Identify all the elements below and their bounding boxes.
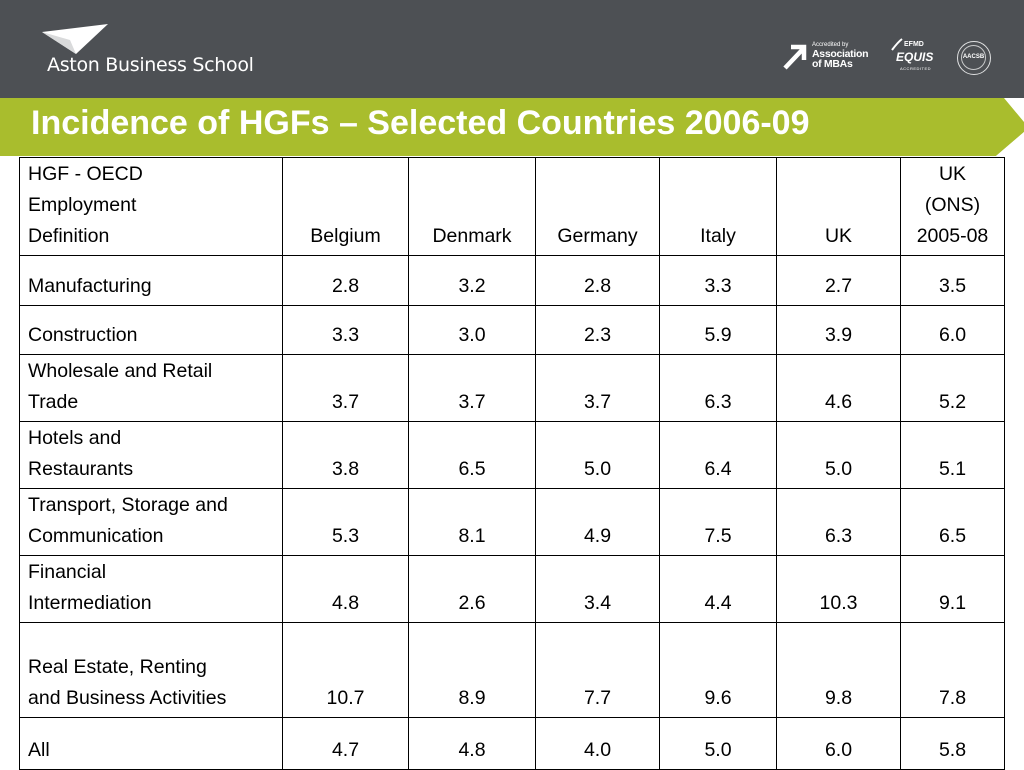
equis-label: EQUIS xyxy=(896,50,934,64)
table-header-row xyxy=(20,158,1005,256)
table-cell: 3.4 xyxy=(536,556,660,623)
table-row xyxy=(20,306,1005,355)
table-cell: 5.3 xyxy=(283,489,409,556)
table-cell: 4.7 xyxy=(283,718,409,770)
row-label: Real Estate, Renting and Business Activities xyxy=(20,623,283,718)
amba-small-text: Accredited by xyxy=(812,42,849,48)
table-cell: 2.3 xyxy=(536,306,660,355)
table-cell: 7.5 xyxy=(660,489,777,556)
table-cell: 5.1 xyxy=(901,422,1005,489)
table-cell: 5.2 xyxy=(901,355,1005,422)
table-cell: 8.9 xyxy=(409,623,536,718)
table-cell: 3.3 xyxy=(283,306,409,355)
row-label: Wholesale and Retail Trade xyxy=(20,355,283,422)
table-cell: 9.1 xyxy=(901,556,1005,623)
table-cell: 3.7 xyxy=(409,355,536,422)
table-row xyxy=(20,422,1005,489)
table-cell: 3.2 xyxy=(409,256,536,306)
table-cell: 6.3 xyxy=(777,489,901,556)
table-cell: 3.7 xyxy=(536,355,660,422)
column-header-italy: Italy xyxy=(660,158,777,256)
table-cell: 4.8 xyxy=(409,718,536,770)
column-header-belgium: Belgium xyxy=(283,158,409,256)
table-cell: 3.7 xyxy=(283,355,409,422)
table-cell: 2.8 xyxy=(536,256,660,306)
table-cell: 3.8 xyxy=(283,422,409,489)
hgf-incidence-table xyxy=(19,157,1005,770)
table-cell: 6.3 xyxy=(660,355,777,422)
table-cell: 2.8 xyxy=(283,256,409,306)
corner-header: HGF - OECD Employment Definition xyxy=(20,158,283,256)
table-cell: 4.6 xyxy=(777,355,901,422)
efmd-label: EFMD xyxy=(904,41,924,48)
table-cell: 3.9 xyxy=(777,306,901,355)
row-label: Transport, Storage and Communication xyxy=(20,489,283,556)
table-cell: 5.9 xyxy=(660,306,777,355)
table-cell: 4.8 xyxy=(283,556,409,623)
table-row xyxy=(20,718,1005,770)
table-row xyxy=(20,623,1005,718)
table-row xyxy=(20,256,1005,306)
table-cell: 6.5 xyxy=(901,489,1005,556)
equis-accreditation xyxy=(888,38,946,78)
table-cell: 10.7 xyxy=(283,623,409,718)
equis-accredited-label: ACCREDITED xyxy=(900,66,932,71)
table-cell: 6.5 xyxy=(409,422,536,489)
school-name: Aston Business School xyxy=(47,54,254,76)
table-cell: 7.8 xyxy=(901,623,1005,718)
table-row xyxy=(20,556,1005,623)
amba-name: Association of MBAs xyxy=(812,48,869,70)
page-title: Incidence of HGFs – Selected Countries 2006-09 xyxy=(31,104,810,142)
table-cell: 2.6 xyxy=(409,556,536,623)
table-cell: 7.7 xyxy=(536,623,660,718)
table-cell: 6.0 xyxy=(777,718,901,770)
table-cell: 4.4 xyxy=(660,556,777,623)
row-label: All xyxy=(20,718,283,770)
table-cell: 5.8 xyxy=(901,718,1005,770)
row-label: Construction xyxy=(20,306,283,355)
table-cell: 3.5 xyxy=(901,256,1005,306)
table-cell: 2.7 xyxy=(777,256,901,306)
table-cell: 4.9 xyxy=(536,489,660,556)
table-cell: 6.4 xyxy=(660,422,777,489)
table-cell: 5.0 xyxy=(660,718,777,770)
table-cell: 4.0 xyxy=(536,718,660,770)
table-cell: 9.6 xyxy=(660,623,777,718)
column-header-denmark: Denmark xyxy=(409,158,536,256)
table-cell: 10.3 xyxy=(777,556,901,623)
aston-triangle-logo-icon xyxy=(42,22,110,56)
table-cell: 8.1 xyxy=(409,489,536,556)
row-label: Hotels and Restaurants xyxy=(20,422,283,489)
header-bar xyxy=(0,0,1024,98)
table-cell: 3.3 xyxy=(660,256,777,306)
column-header-germany: Germany xyxy=(536,158,660,256)
table-cell: 6.0 xyxy=(901,306,1005,355)
aacsb-label: AACSB xyxy=(961,45,986,70)
table-cell: 5.0 xyxy=(777,422,901,489)
amba-accreditation xyxy=(782,38,874,78)
row-label: Financial Intermediation xyxy=(20,556,283,623)
column-header-uk: UK xyxy=(777,158,901,256)
table-cell: 5.0 xyxy=(536,422,660,489)
table-cell: 9.8 xyxy=(777,623,901,718)
table-cell: 3.0 xyxy=(409,306,536,355)
table-row xyxy=(20,355,1005,422)
row-label: Manufacturing xyxy=(20,256,283,306)
amba-arrow-icon xyxy=(782,41,808,71)
aacsb-seal-icon xyxy=(957,41,991,75)
table-row xyxy=(20,489,1005,556)
column-header-uk-ons: UK (ONS) 2005-08 xyxy=(901,158,1005,256)
